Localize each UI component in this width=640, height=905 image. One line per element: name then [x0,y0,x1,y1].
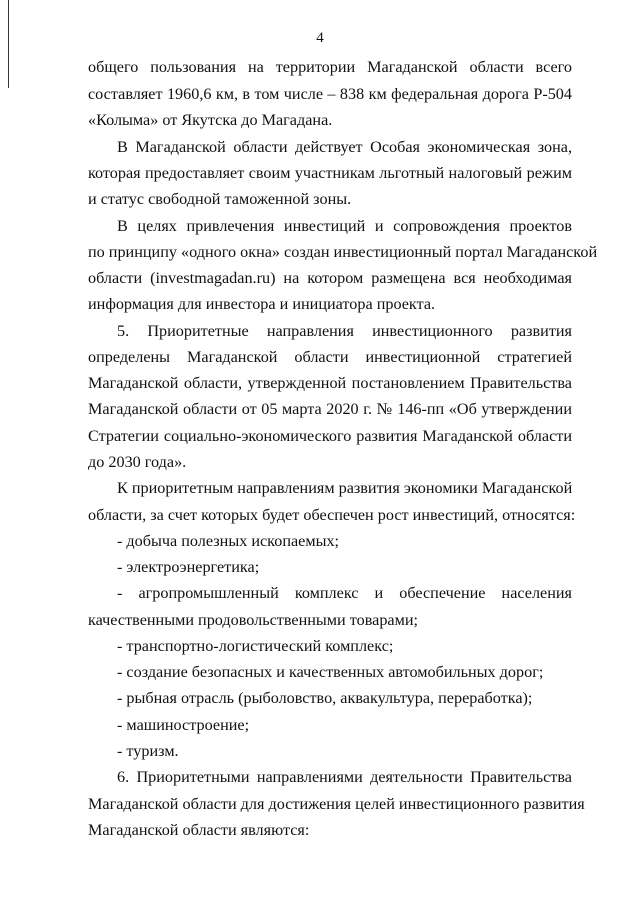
text-line: - добыча полезных ископаемых; [117,532,340,550]
text-line: и статус свободной таможенной зоны. [88,190,352,208]
text-line: Стратегии социально-экономического развития Магаданской области [88,427,572,445]
text-line: - агропромышленный комплекс и обеспечение населения [117,584,572,602]
text-line: В Магаданской области действует Особая экономическая зона, [117,138,572,156]
text-line: В целях привлечения инвестиций и сопровождения проектов [117,217,572,235]
text-line: которая предоставляет своим участникам льготный налоговый режим [88,164,572,182]
text-line: области, за счет которых будет обеспечен рост инвестиций, относятся: [88,506,576,524]
text-line: определены Магаданской области инвестиционной стратегией [88,348,572,366]
text-line: - транспортно-логистический комплекс; [117,637,394,655]
text-line: - электроэнергетика; [117,558,260,576]
text-line: Магаданской области, утвержденной постановлением Правительства [88,374,572,392]
text-line: Магаданской области являются: [88,821,310,839]
text-line: - рыбная отрасль (рыболовство, аквакультура, переработка); [117,689,533,707]
text-line: до 2030 года». [88,453,187,471]
text-line: по принципу «одного окна» создан инвестиционный портал Магаданской [88,243,598,261]
text-line: области (investmagadan.ru) на котором размещена вся необходимая [88,269,572,287]
text-line: - машиностроение; [117,716,250,734]
text-line: общего пользования на территории Магаданской области всего [88,58,572,76]
text-line: составляет 1960,6 км, в том числе – 838 км федеральная дорога Р-504 [88,85,572,103]
text-line: - туризм. [117,742,179,760]
text-line: 6. Приоритетными направлениями деятельности Правительства [117,768,572,786]
text-line: Магаданской области от 05 марта 2020 г. № 146-пп «Об утверждении [88,400,572,418]
text-line: качественными продовольственными товарами; [88,611,419,629]
page-number: 4 [316,30,324,46]
text-line: - создание безопасных и качественных автомобильных дорог; [117,663,544,681]
text-line: Магаданской области для достижения целей инвестиционного развития [88,795,585,813]
text-line: «Колыма» от Якутска до Магадана. [88,111,333,129]
text-line: 5. Приоритетные направления инвестиционного развития [117,322,572,340]
text-line: К приоритетным направлениям развития экономики Магаданской [117,479,573,497]
text-line: информация для инвестора и инициатора проекта. [88,295,436,313]
